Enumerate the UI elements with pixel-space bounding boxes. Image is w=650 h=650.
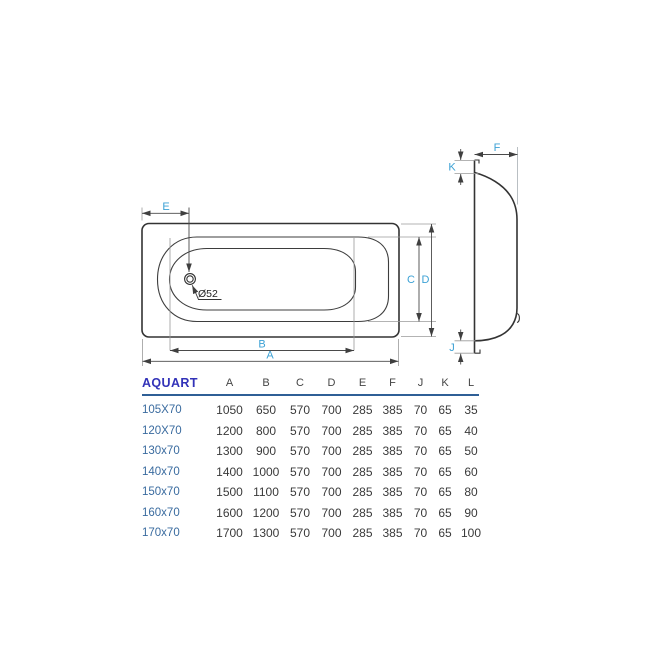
column-header-e: E — [358, 377, 367, 389]
value-d: 700 — [321, 423, 342, 438]
dim-label-k: K — [448, 161, 456, 174]
value-f: 385 — [382, 403, 403, 418]
value-b: 1200 — [252, 505, 280, 520]
dim-label-b: B — [258, 338, 266, 351]
bathtub-side-view — [475, 160, 520, 353]
size-label: 120X70 — [142, 424, 182, 437]
dim-label-j: J — [449, 341, 455, 354]
value-k: 65 — [438, 444, 452, 459]
dim-label-f: F — [493, 142, 501, 154]
value-l: 100 — [460, 526, 482, 541]
header-divider — [142, 394, 479, 396]
side-inner-profile — [475, 173, 518, 341]
size-label: 150x70 — [142, 486, 180, 499]
value-f: 385 — [382, 485, 403, 500]
value-j: 70 — [413, 485, 428, 500]
size-label: 160x70 — [142, 506, 180, 519]
value-j: 70 — [413, 464, 428, 479]
value-j: 70 — [413, 444, 428, 459]
column-header-k: K — [441, 377, 449, 389]
value-c: 570 — [289, 444, 311, 459]
side-overflow-bump — [517, 314, 519, 323]
column-header-a: A — [225, 377, 234, 389]
value-d: 700 — [321, 403, 342, 418]
column-header-l: L — [467, 377, 475, 389]
value-b: 1000 — [252, 464, 280, 479]
dimension-table — [142, 373, 487, 544]
value-a: 1700 — [216, 526, 243, 541]
value-c: 570 — [289, 403, 311, 418]
value-k: 65 — [438, 403, 452, 418]
bathtub-top-view — [142, 224, 399, 338]
value-k: 65 — [438, 423, 452, 438]
value-l: 50 — [464, 444, 478, 459]
brand-name: AQUART — [142, 376, 198, 390]
size-label: 105X70 — [142, 404, 182, 417]
value-b: 1100 — [253, 485, 279, 500]
side-foot-flange — [475, 350, 481, 354]
value-k: 65 — [438, 526, 452, 541]
dim-label-e: E — [162, 201, 170, 213]
value-l: 60 — [464, 464, 478, 479]
value-b: 1300 — [252, 526, 280, 541]
value-c: 570 — [289, 526, 311, 541]
value-j: 70 — [413, 423, 428, 438]
value-j: 70 — [413, 526, 428, 541]
table-header — [142, 373, 487, 394]
column-header-c: C — [296, 377, 304, 389]
value-d: 700 — [321, 526, 342, 541]
dim-label-a: A — [266, 349, 274, 362]
value-f: 385 — [382, 464, 403, 479]
value-e: 285 — [352, 464, 373, 479]
value-f: 385 — [382, 505, 403, 520]
value-a: 1200 — [216, 423, 243, 438]
column-header-f: F — [389, 377, 396, 389]
drain-diameter-label: Ø52 — [198, 288, 218, 300]
size-label: 170x70 — [142, 527, 180, 540]
value-e: 285 — [352, 403, 373, 418]
size-label: 130x70 — [142, 445, 180, 458]
table-row — [142, 421, 487, 442]
table-row — [142, 400, 487, 421]
value-e: 285 — [352, 526, 373, 541]
value-f: 385 — [382, 444, 403, 459]
value-a: 1400 — [216, 464, 243, 479]
value-d: 700 — [321, 485, 342, 500]
value-c: 570 — [289, 485, 311, 500]
value-b: 650 — [255, 403, 277, 418]
value-d: 700 — [321, 464, 342, 479]
size-label: 140x70 — [142, 465, 180, 478]
value-l: 35 — [464, 403, 478, 418]
table-body — [142, 400, 487, 544]
value-e: 285 — [352, 485, 373, 500]
value-l: 80 — [464, 485, 478, 500]
value-a: 1600 — [216, 505, 243, 520]
value-a: 1050 — [216, 403, 243, 418]
dim-label-d: D — [421, 274, 430, 286]
value-c: 570 — [289, 505, 311, 520]
value-d: 700 — [321, 505, 342, 520]
dimension-a — [143, 339, 399, 366]
value-c: 570 — [289, 464, 311, 479]
dimension-f — [475, 142, 518, 205]
value-e: 285 — [352, 423, 373, 438]
table-row — [142, 441, 487, 462]
value-j: 70 — [413, 403, 428, 418]
value-a: 1300 — [216, 444, 243, 459]
value-f: 385 — [382, 526, 403, 541]
value-k: 65 — [438, 464, 452, 479]
column-header-b: B — [262, 377, 270, 389]
value-e: 285 — [352, 505, 373, 520]
column-header-d: D — [327, 377, 336, 389]
value-e: 285 — [352, 444, 373, 459]
value-k: 65 — [438, 505, 452, 520]
value-l: 40 — [464, 423, 478, 438]
value-c: 570 — [289, 423, 311, 438]
table-row — [142, 503, 487, 524]
dim-label-c: C — [407, 274, 415, 286]
value-f: 385 — [382, 423, 403, 438]
table-row — [142, 482, 487, 503]
table-row — [142, 523, 487, 544]
table-row — [142, 462, 487, 483]
value-k: 65 — [438, 485, 452, 500]
value-b: 800 — [255, 423, 277, 438]
value-b: 900 — [255, 444, 277, 459]
value-d: 700 — [321, 444, 342, 459]
dimension-j — [449, 330, 475, 365]
value-j: 70 — [413, 505, 428, 520]
column-header-j: J — [417, 377, 424, 389]
value-a: 1500 — [216, 485, 243, 500]
value-l: 90 — [464, 505, 478, 520]
